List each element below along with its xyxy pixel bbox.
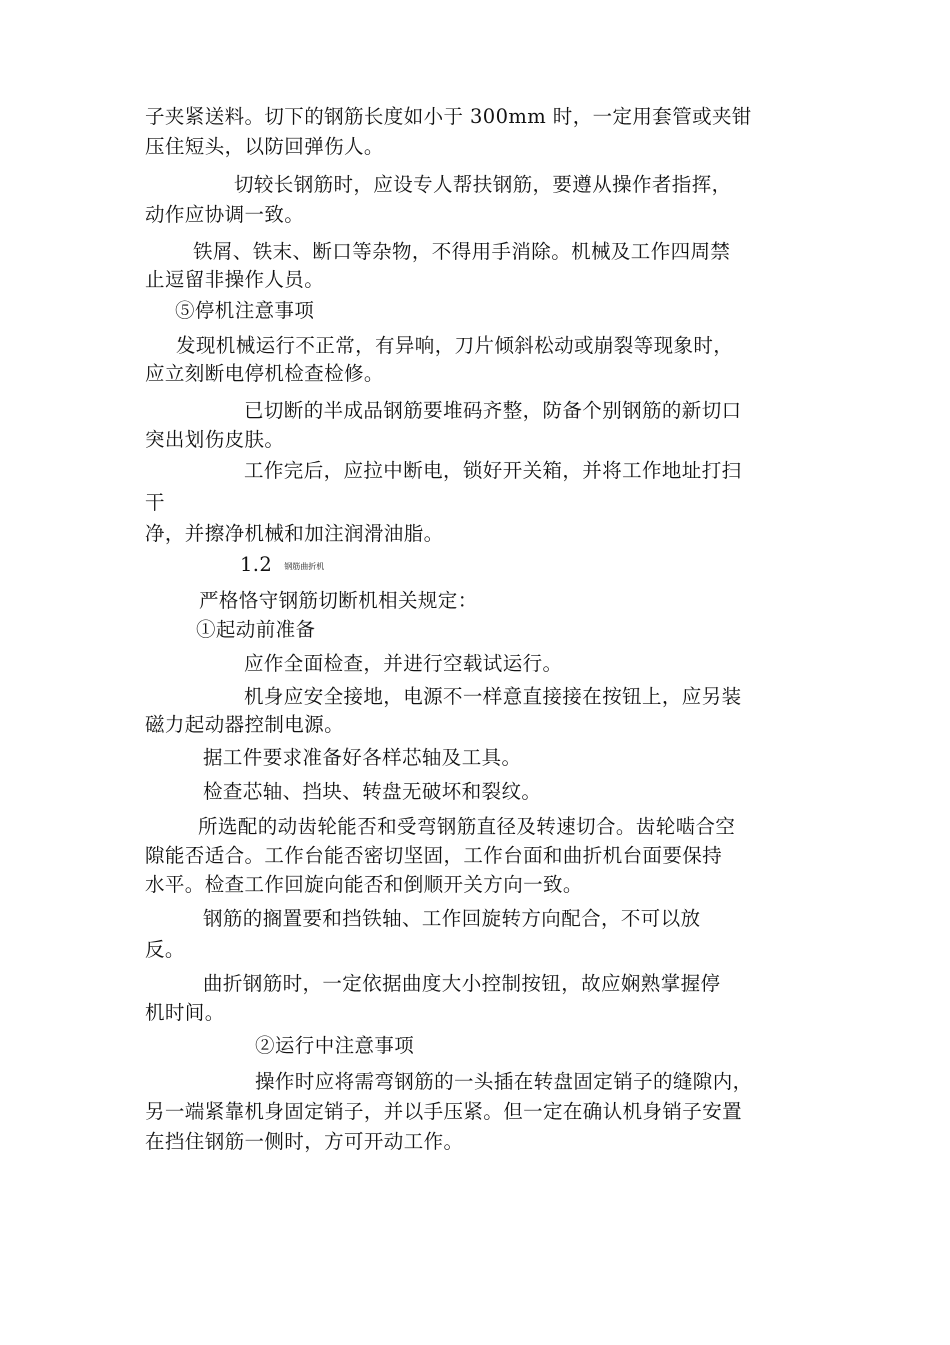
text-line: 应立刻断电停机检查检修。 [145, 362, 384, 385]
text-line: 止逗留非操作人员。 [145, 268, 325, 291]
text-line: 铁屑、铁末、断口等杂物，不得用手消除。机械及工作四周禁 [193, 240, 731, 263]
text-line: 反。 [145, 938, 185, 961]
text-line: 机身应安全接地，电源不一样意直接接在按钮上，应另装 [244, 685, 742, 708]
text-line: 曲折钢筋时，一定依据曲度大小控制按钮，故应娴熟掌握停 [203, 972, 721, 995]
text-line: 切较长钢筋时，应设专人帮扶钢筋，要遵从操作者指挥， [234, 173, 732, 196]
text-line: 操作时应将需弯钢筋的一头插在转盘固定销子的缝隙内， [255, 1070, 753, 1093]
text-line: 所选配的动齿轮能否和受弯钢筋直径及转速切合。齿轮啮合空 [198, 815, 736, 838]
text-line: 动作应协调一致。 [145, 203, 305, 226]
section-heading: ①起动前准备 [196, 618, 316, 641]
text-line: 发现机械运行不正常，有异响，刀片倾斜松动或崩裂等现象时， [176, 334, 734, 357]
text-line: 另一端紧靠机身固定销子，并以手压紧。但一定在确认机身销子安置 [145, 1100, 743, 1123]
text-line: 压住短头，以防回弹伤人。 [145, 135, 384, 158]
text-line: 水平。检查工作回旋向能否和倒顺开关方向一致。 [145, 873, 583, 896]
text-line: 突出划伤皮肤。 [145, 428, 285, 451]
section-label: 钢筋曲折机 [284, 562, 325, 571]
text-line: 已切断的半成品钢筋要堆码齐整，防备个别钢筋的新切口 [244, 399, 742, 422]
section-title [240, 552, 324, 580]
text-line: 应作全面检查，并进行空载试运行。 [244, 652, 563, 675]
text-line: 严格恪守钢筋切断机相关规定： [199, 589, 478, 612]
section-heading: ⑤停机注意事项 [175, 299, 315, 322]
text-line: 隙能否适合。工作台能否密切坚固，工作台面和曲折机台面要保持 [145, 844, 723, 867]
text-line: 干 [145, 491, 165, 514]
text-line: 机时间。 [145, 1001, 225, 1024]
text-line: 工作完后，应拉中断电，锁好开关箱，并将工作地址打扫 [244, 459, 742, 482]
section-number: 1.2 [240, 553, 273, 576]
text-line: 据工件要求准备好各样芯轴及工具。 [203, 746, 522, 769]
text-line: 在挡住钢筋一侧时，方可开动工作。 [145, 1130, 464, 1153]
text-line: 子夹紧送料。切下的钢筋长度如小于 300mm 时，一定用套管或夹钳 [145, 105, 752, 128]
text-line: 净，并擦净机械和加注润滑油脂。 [145, 522, 444, 545]
text-line: 钢筋的搁置要和挡铁轴、工作回旋转方向配合，不可以放 [203, 907, 701, 930]
section-heading: ②运行中注意事项 [255, 1034, 415, 1057]
text-line: 检查芯轴、挡块、转盘无破坏和裂纹。 [203, 780, 542, 803]
text-line: 磁力起动器控制电源。 [145, 713, 345, 736]
